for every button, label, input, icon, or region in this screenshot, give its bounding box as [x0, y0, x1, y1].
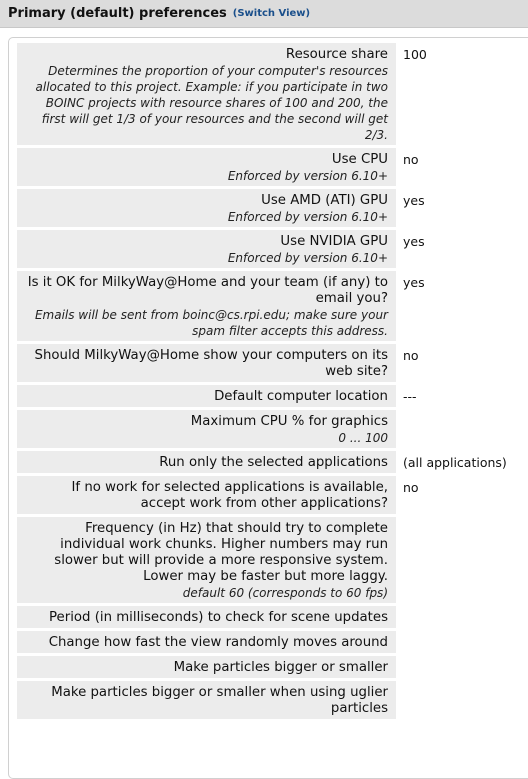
pref-row-email-ok	[17, 271, 523, 341]
pref-label: Make particles bigger or smaller when using uglier particles	[51, 685, 388, 716]
preferences-table	[17, 43, 523, 722]
pref-row-show-computers	[17, 344, 523, 382]
pref-row-frequency	[17, 517, 523, 603]
pref-label: Use AMD (ATI) GPU	[261, 193, 388, 208]
pref-label-cell	[17, 451, 396, 473]
pref-note: Enforced by version 6.10+	[227, 169, 388, 183]
pref-label-cell	[17, 476, 396, 514]
pref-note: Enforced by version 6.10+	[227, 210, 388, 224]
pref-value	[396, 631, 523, 653]
pref-value	[396, 410, 523, 448]
pref-value: no	[403, 152, 419, 167]
pref-label: Period (in milliseconds) to check for scene updates	[49, 610, 388, 625]
pref-label-cell	[17, 148, 396, 186]
pref-value: no	[403, 480, 419, 495]
pref-value	[396, 606, 523, 628]
pref-row-use-amd-gpu	[17, 189, 523, 227]
pref-row-particle-size	[17, 656, 523, 678]
pref-label-cell	[17, 681, 396, 719]
pref-label-cell	[17, 517, 396, 603]
pref-row-accept-other-apps	[17, 476, 523, 514]
pref-value: no	[403, 348, 419, 363]
pref-note: Enforced by version 6.10+	[227, 251, 388, 265]
pref-value: 100	[403, 47, 427, 62]
pref-label: Resource share	[285, 47, 388, 62]
switch-view-link[interactable]: (Switch View)	[232, 8, 311, 19]
pref-label: Use CPU	[331, 152, 388, 167]
pref-label: If no work for selected applications is available, accept work from other applications?	[71, 480, 388, 511]
pref-label: Should MilkyWay@Home show your computers on its web site?	[34, 348, 388, 379]
pref-row-ugly-particle-size	[17, 681, 523, 719]
pref-label: Default computer location	[214, 389, 388, 404]
pref-label-cell	[17, 344, 396, 382]
pref-label: Is it OK for MilkyWay@Home and your team (if any) to email you?	[27, 275, 388, 306]
pref-label: Use NVIDIA GPU	[280, 234, 388, 249]
pref-note: Determines the proportion of your computer's resources allocated to this project. Example: if you participate in two BOINC projects with resource shares of 100 and 200, the first will get 1/3 of your resources and the second will get 2/3.	[35, 64, 388, 142]
pref-value: (all applications)	[403, 455, 507, 470]
pref-row-use-cpu	[17, 148, 523, 186]
pref-label: Change how fast the view randomly moves around	[48, 635, 388, 650]
pref-value	[396, 656, 523, 678]
pref-note: 0 ... 100	[338, 431, 388, 445]
pref-note: Emails will be sent from boinc@cs.rpi.edu; make sure your spam filter accepts this address.	[34, 308, 388, 338]
pref-row-scene-update-period	[17, 606, 523, 628]
pref-label-cell	[17, 631, 396, 653]
pref-value: ---	[403, 389, 417, 404]
pref-label-cell	[17, 189, 396, 227]
pref-label: Maximum CPU % for graphics	[190, 414, 388, 429]
pref-value	[396, 517, 523, 603]
pref-row-use-nvidia-gpu	[17, 230, 523, 268]
pref-row-selected-apps	[17, 451, 523, 473]
pref-value: yes	[403, 275, 425, 290]
pref-row-default-location	[17, 385, 523, 407]
pref-label: Frequency (in Hz) that should try to complete individual work chunks. Higher numbers may run slower but will provide a more responsive system. Lower may be faster but more laggy.	[54, 521, 388, 584]
pref-label-cell	[17, 43, 396, 145]
pref-label-cell	[17, 606, 396, 628]
pref-label-cell	[17, 271, 396, 341]
pref-label-cell	[17, 410, 396, 448]
pref-label-cell	[17, 385, 396, 407]
pref-label: Make particles bigger or smaller	[173, 660, 388, 675]
pref-row-resource-share	[17, 43, 523, 145]
page-title: Primary (default) preferences	[8, 6, 227, 21]
section-header	[0, 0, 528, 28]
pref-value	[396, 681, 523, 719]
pref-note: default 60 (corresponds to 60 fps)	[182, 586, 388, 600]
pref-label-cell	[17, 230, 396, 268]
pref-row-view-speed	[17, 631, 523, 653]
pref-row-max-cpu-graphics	[17, 410, 523, 448]
pref-value: yes	[403, 234, 425, 249]
pref-label-cell	[17, 656, 396, 678]
pref-label: Run only the selected applications	[159, 455, 388, 470]
pref-value: yes	[403, 193, 425, 208]
